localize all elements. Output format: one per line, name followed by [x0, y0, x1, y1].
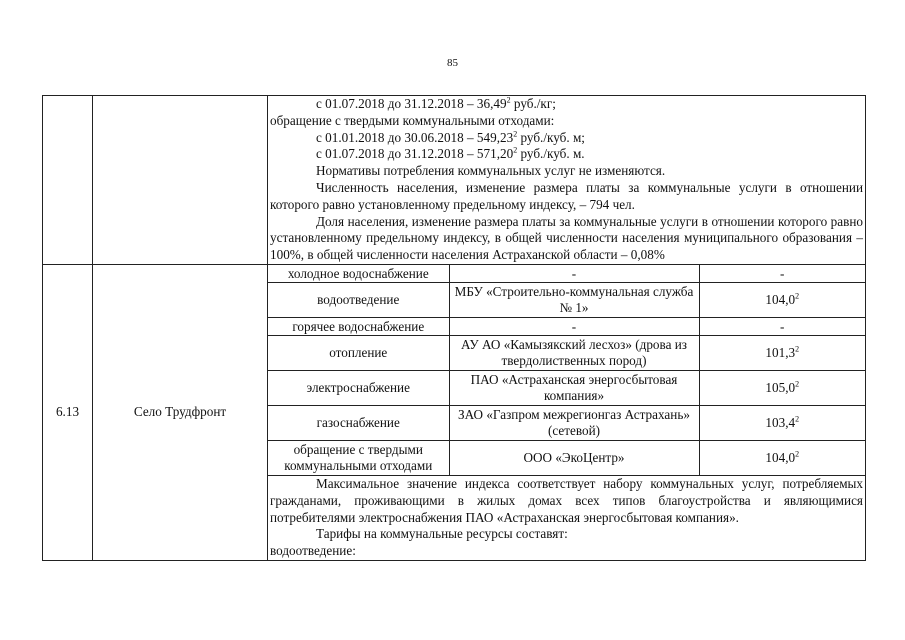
footnote-mark: 2 — [795, 379, 800, 389]
service-name: отопление — [268, 335, 449, 370]
cell-number-empty — [43, 96, 93, 265]
service-row — [268, 405, 865, 440]
services-table — [268, 265, 865, 476]
index-value: 101,3 — [765, 345, 796, 361]
footnote-mark: 2 — [795, 414, 800, 424]
tariff-line-text: с 01.01.2018 до 30.06.2018 – 549,23 — [316, 129, 514, 145]
tariff-line-text: обращение с твердыми коммунальными отходами: — [270, 112, 555, 128]
footnote-mark: 2 — [795, 449, 800, 459]
tariff-line-unit: руб./куб. м. — [517, 146, 585, 162]
paragraph: Нормативы потребления коммунальных услуг не изменяются. — [316, 163, 666, 179]
page-number: 85 — [447, 57, 458, 69]
index-value: - — [780, 318, 785, 334]
service-row — [268, 265, 865, 283]
service-name: водоотведение — [268, 282, 449, 317]
cell-name-empty — [93, 96, 268, 265]
footnote-mark: 2 — [795, 344, 800, 354]
service-name: газоснабжение — [268, 405, 449, 440]
footnote-mark: 2 — [506, 95, 511, 105]
service-name: обращение с твердыми коммунальными отходами — [268, 440, 449, 475]
service-name: горячее водоснабжение — [268, 317, 449, 335]
tariff-line-unit: руб./кг; — [510, 96, 556, 111]
tariff-line-text: с 01.07.2018 до 31.12.2018 – 36,49 — [316, 96, 507, 111]
index-value: 105,0 — [765, 380, 796, 396]
settlement-name: Село Трудфронт — [93, 264, 268, 560]
service-index — [699, 265, 865, 283]
tariff-line — [270, 146, 863, 163]
table-row-previous — [43, 96, 866, 265]
service-row — [268, 440, 865, 475]
tariff-line — [270, 113, 863, 130]
tariff-line — [270, 96, 863, 113]
note-paragraph: Тарифы на коммунальные ресурсы составят: — [316, 526, 568, 542]
service-index — [699, 317, 865, 335]
service-row — [268, 282, 865, 317]
service-name: холодное водоснабжение — [268, 265, 449, 283]
service-provider: МБУ «Строительно-коммунальная служба № 1» — [449, 282, 699, 317]
previous-text-block — [268, 96, 865, 264]
service-provider: - — [449, 265, 699, 283]
service-provider: ПАО «Астраханская энергосбытовая компания» — [449, 370, 699, 405]
cell-services — [268, 264, 866, 560]
service-index — [699, 282, 865, 317]
paragraph: Доля населения, изменение размера платы за коммунальные услуги в отношении которого равно установленному предельному индексу, в общей численности населения муниципального образования – 100%, в общей численности населения Астраханской области – 0,08% — [270, 213, 863, 263]
service-row — [268, 317, 865, 335]
footnote-mark: 2 — [795, 291, 800, 301]
tariff-line-text: с 01.07.2018 до 31.12.2018 – 571,20 — [316, 146, 514, 162]
footnote-mark: 2 — [513, 129, 518, 139]
note-paragraph: Максимальное значение индекса соответствует набору коммунальных услуг, потребляемых гражданами, проживающими в жилых домах всех типов благоустройства и являющимися потребителями электроснабжения ПАО «Астраханская энергосбытовая компания». — [270, 475, 863, 525]
note-paragraph: водоотведение: — [270, 543, 356, 559]
service-index — [699, 440, 865, 475]
index-value: 103,4 — [765, 415, 796, 431]
tariff-line-unit: руб./куб. м; — [517, 129, 585, 145]
service-provider: АУ АО «Камызякский лесхоз» (дрова из твердолиственных пород) — [449, 335, 699, 370]
index-value: 104,0 — [765, 450, 796, 466]
service-provider: - — [449, 317, 699, 335]
service-index — [699, 405, 865, 440]
footnote-mark: 2 — [513, 146, 518, 155]
row-number: 6.13 — [43, 264, 93, 560]
service-row — [268, 335, 865, 370]
tariff-line — [270, 130, 863, 147]
service-provider: ООО «ЭкоЦентр» — [449, 440, 699, 475]
notes-block — [268, 476, 865, 560]
service-index — [699, 335, 865, 370]
service-row — [268, 370, 865, 405]
tariff-table — [42, 95, 866, 561]
service-provider: ЗАО «Газпром межрегионгаз Астрахань» (сетевой) — [449, 405, 699, 440]
service-index — [699, 370, 865, 405]
cell-previous-text — [268, 96, 866, 265]
paragraph: Численность населения, изменение размера платы за коммунальные услуги в отношении которого равно установленному предельному индексу, – 794 чел. — [270, 179, 863, 212]
table-row-6-13 — [43, 264, 866, 560]
index-value: - — [780, 265, 785, 281]
service-name: электроснабжение — [268, 370, 449, 405]
index-value: 104,0 — [765, 292, 796, 308]
